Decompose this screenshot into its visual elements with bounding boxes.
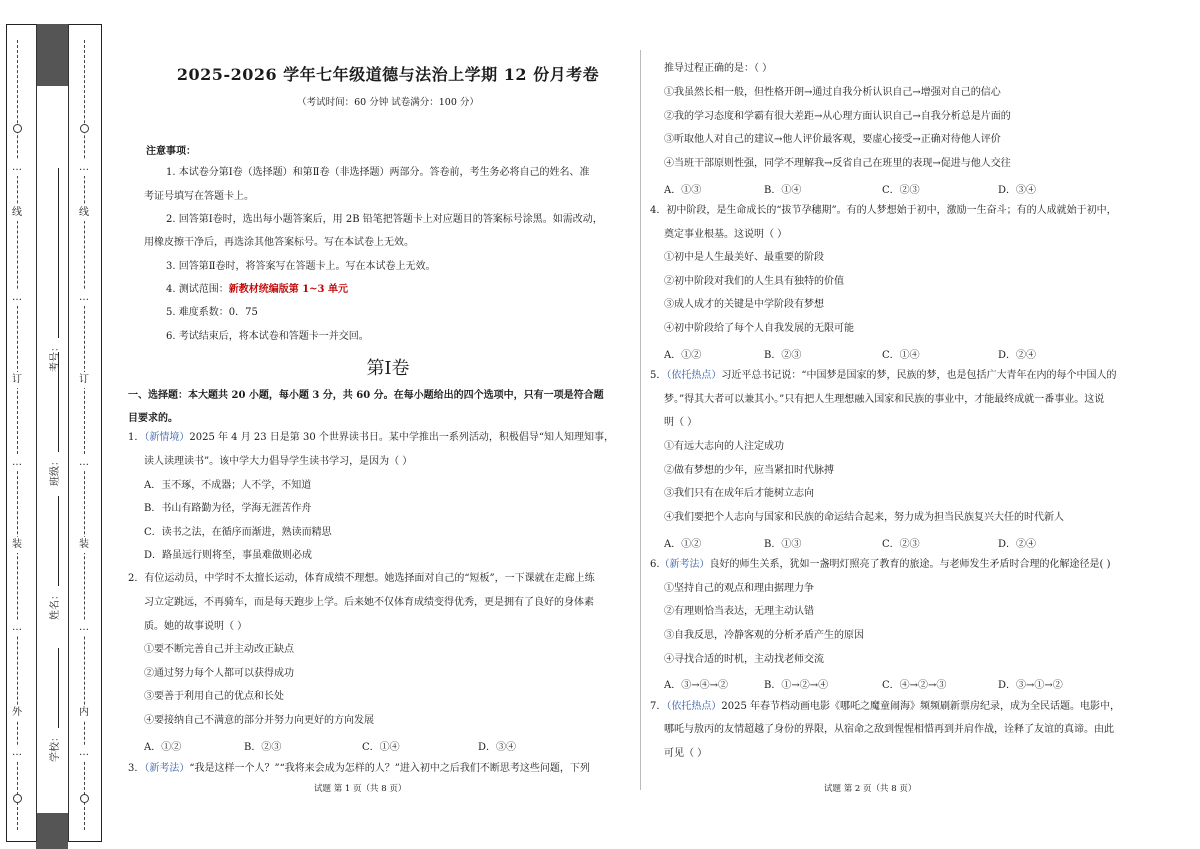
- binding-char: 订: [12, 372, 22, 388]
- exam-number-field[interactable]: [46, 168, 61, 372]
- statement: ①要不断完善自己并主动改正缺点: [144, 644, 294, 655]
- statement: ②我的学习态度和学霸有很大差距→从心理方面认识自己→自我分析总是片面的: [664, 111, 1011, 122]
- binding-line: [68, 24, 69, 842]
- option[interactable]: C．①④: [362, 742, 400, 753]
- statement: ③我们只有在成年后才能树立志向: [664, 488, 814, 499]
- question-2-line: 质。她的故事说明（ ）: [144, 621, 248, 632]
- statement: ④我们要把个人志向与国家和民族的命运结合起来，努力成为担当民族复兴大任的时代新人: [664, 512, 1064, 523]
- option[interactable]: B．①④: [764, 185, 802, 196]
- option[interactable]: C．①④: [882, 350, 920, 361]
- question-5-line: 梦。”得其大者可以兼其小。”只有把人生理想融入国家和民族的事业中，才能最终成就一番事业。这说: [664, 394, 1105, 405]
- option[interactable]: C．②③: [882, 185, 920, 196]
- binding-hole: [80, 794, 89, 803]
- binding-char: …: [79, 620, 89, 636]
- statement: ④初中阶段给了每个人自我发展的无限可能: [664, 323, 854, 334]
- statement: ①有远大志向的人注定成功: [664, 441, 784, 452]
- question-tag: （依托热点）: [666, 701, 722, 712]
- question-3: 3．（新考法）“我是这样一个人？”“我将来会成为怎样的人？”进入初中之后我们不断思考这些问题，下列: [128, 763, 590, 774]
- binding-bar-bottom: [36, 813, 68, 849]
- class-field[interactable]: [46, 352, 61, 486]
- question-tag: （新考法）: [144, 763, 190, 774]
- name-label: 姓名：: [50, 590, 61, 620]
- option[interactable]: D．③④: [998, 185, 1037, 196]
- option[interactable]: A．①②: [664, 350, 702, 361]
- part-heading: 第Ⅰ卷: [366, 358, 410, 379]
- binding-char: 装: [12, 537, 22, 553]
- option[interactable]: A．①②: [664, 539, 702, 550]
- statement: ②初中阶段对我们的人生具有独特的价值: [664, 276, 844, 287]
- notice-heading: 注意事项：: [146, 146, 196, 157]
- question-1: 1．（新情境）2025 年 4 月 23 日是第 30 个世界读书日。某中学推出一系列活动，积极倡导“知人知理知事，: [128, 432, 614, 443]
- school-label: 学校：: [50, 732, 61, 762]
- exam-title: 2025-2026 学年七年级道德与法治上学期 12 份月考卷: [176, 65, 600, 84]
- statement: ②有理则恰当表达，无理主动认错: [664, 606, 814, 617]
- statement: ②通过努力每个人都可以获得成功: [144, 668, 294, 679]
- options-row: [144, 738, 538, 753]
- binding-char: 线: [12, 205, 22, 221]
- option[interactable]: C．④→②→③: [882, 680, 947, 691]
- name-field[interactable]: [46, 496, 61, 620]
- question-6: 6.（新考法）良好的师生关系，犹如一盏明灯照亮了教育的旅途。与老师发生矛盾时合理的化解途径是( ): [650, 559, 1111, 570]
- column-divider: [640, 50, 641, 790]
- notice-item: 用橡皮擦干净后，再选涂其他答案标号。写在本试卷上无效。: [144, 237, 414, 248]
- binding-char: 订: [79, 372, 89, 388]
- page-footer-right: 试题 第 2 页（共 8 页）: [824, 784, 917, 794]
- question-7-line: 可见（ ）: [664, 748, 708, 759]
- option[interactable]: B．书山有路勤为径，学海无涯苦作舟: [144, 503, 312, 514]
- options-row: [664, 676, 1078, 691]
- page-footer-left: 试题 第 1 页（共 8 页）: [314, 784, 407, 794]
- binding-char: 线: [79, 205, 89, 221]
- option[interactable]: C．②③: [882, 539, 920, 550]
- binding-hole: [13, 124, 22, 133]
- question-4-line: 奠定事业根基。这说明（ ）: [664, 229, 788, 240]
- option[interactable]: B．②③: [244, 742, 282, 753]
- test-scope: 新教材统编版第 1~3 单元: [228, 284, 348, 295]
- option[interactable]: A．玉不琢，不成器；人不学，不知道: [144, 480, 312, 491]
- statement: ③听取他人对自己的建议→他人评价最客观，要虚心接受→正确对待他人评价: [664, 134, 1001, 145]
- question-tag: （新情境）: [144, 432, 190, 443]
- question-tag: （依托热点）: [666, 370, 722, 381]
- binding-hole: [13, 794, 22, 803]
- option[interactable]: B．②③: [764, 350, 802, 361]
- statement: ④要接纳自己不满意的部分并努力向更好的方向发展: [144, 715, 374, 726]
- school-field[interactable]: [46, 648, 61, 762]
- exam-number-label: 考号：: [50, 342, 61, 372]
- notice-item: 1. 本试卷分第Ⅰ卷（选择题）和第Ⅱ卷（非选择题）两部分。答卷前，考生务必将自己的姓名、准: [166, 167, 590, 178]
- question-4: 4．初中阶段，是生命成长的“拔节孕穗期”。有的人梦想始于初中，激励一生奋斗；有的人成就始于初中，: [650, 205, 1117, 216]
- option[interactable]: D．②④: [998, 350, 1037, 361]
- options-row: [664, 346, 1058, 361]
- question-1-line: 读人读理读书”。该中学大力倡导学生读书学习，是因为（ ）: [144, 456, 413, 467]
- notice-item: 2. 回答第Ⅰ卷时，选出每小题答案后，用 2B 铅笔把答题卡上对应题目的答案标号涂黑。如需改动，: [166, 214, 603, 225]
- question-5-line: 明（ ）: [664, 417, 698, 428]
- option[interactable]: B．①③: [764, 539, 802, 550]
- binding-char: …: [12, 620, 22, 636]
- notice-item: 5. 难度系数：0．75: [166, 307, 258, 318]
- statement: ③成人成才的关键是中学阶段有梦想: [664, 299, 824, 310]
- question-tag: （新考法）: [659, 559, 710, 570]
- notice-item: 6. 考试结束后，将本试卷和答题卡一并交回。: [166, 331, 369, 342]
- option[interactable]: D．③→①→②: [998, 680, 1063, 691]
- binding-char: …: [12, 745, 22, 761]
- question-2: 2．有位运动员，中学时不太擅长运动，体育成绩不理想。她选择面对自己的“短板”，一下课就在走廊上练: [128, 573, 595, 584]
- statement: ④寻找合适的时机，主动找老师交流: [664, 654, 824, 665]
- options-row: [664, 535, 1058, 550]
- question-2-line: 习立定跳远，不再骑车，而是每天跑步上学。后来她不仅体育成绩变得优秀，更是拥有了良好的身体素: [144, 597, 594, 608]
- options-row: [664, 181, 1058, 196]
- binding-char: 装: [79, 537, 89, 553]
- statement: ③自我反思，冷静客观的分析矛盾产生的原因: [664, 630, 864, 641]
- option[interactable]: D．②④: [998, 539, 1037, 550]
- binding-char: 内: [79, 705, 89, 721]
- statement: ①坚持自己的观点和理由据理力争: [664, 583, 814, 594]
- option[interactable]: D．路虽远行则将至，事虽难做则必成: [144, 550, 313, 561]
- option[interactable]: A．①②: [144, 742, 182, 753]
- statement: ②做有梦想的少年，应当紧扣时代脉搏: [664, 465, 834, 476]
- option[interactable]: A．①③: [664, 185, 702, 196]
- class-label: 班级：: [50, 456, 61, 486]
- question-5: 5．（依托热点）习近平总书记说：“中国梦是国家的梦，民族的梦，也是包括广大青年在内的每个中国人的: [650, 370, 1117, 381]
- binding-char: 外: [12, 705, 22, 721]
- question-3-line: 推导过程正确的是：（ ）: [664, 63, 773, 74]
- binding-char: …: [79, 455, 89, 471]
- statement: ④当班干部原则性强，同学不理解我→反省自己在班里的表现→促进与他人交往: [664, 158, 1011, 169]
- statement: ③要善于利用自己的优点和长处: [144, 691, 284, 702]
- notice-item: 3. 回答第Ⅱ卷时，将答案写在答题卡上。写在本试卷上无效。: [166, 261, 436, 272]
- option[interactable]: D．③④: [478, 742, 517, 753]
- section-heading: 一、选择题：本大题共 20 小题，每小题 3 分，共 60 分。在每小题给出的四个选项中，只有一项是符合题 目要求的。: [128, 390, 604, 424]
- exam-subtitle: （考试时间：60 分钟 试卷满分：100 分）: [297, 97, 479, 108]
- binding-char: …: [12, 455, 22, 471]
- binding-char: …: [12, 160, 22, 176]
- statement: ①初中是人生最美好、最重要的阶段: [664, 252, 824, 263]
- binding-hole: [80, 124, 89, 133]
- binding-char: …: [12, 290, 22, 306]
- question-7: 7．（依托热点）2025 年春节档动画电影《哪吒之魔童闹海》频频刷新票房纪录，成为全民话题。电影中，: [650, 701, 1121, 712]
- binding-line: [36, 24, 37, 842]
- option[interactable]: C．读书之法，在循序而渐进，熟读而精思: [144, 527, 332, 538]
- notice-item: 4. 测试范围：新教材统编版第 1~3 单元: [166, 284, 348, 295]
- statement: ①我虽然长相一般，但性格开朗→通过自我分析认识自己→增强对自己的信心: [664, 87, 1001, 98]
- binding-char: …: [79, 745, 89, 761]
- option[interactable]: A．③→④→②: [664, 680, 728, 691]
- binding-strip: [0, 0, 112, 849]
- question-7-line: 哪吒与敖丙的友情超越了身份的界限，从宿命之敌到惺惺相惜再到并肩作战，诠释了友谊的真谛。由此: [664, 724, 1114, 735]
- binding-char: …: [79, 160, 89, 176]
- option[interactable]: B．①→②→④: [764, 680, 829, 691]
- binding-char: …: [79, 290, 89, 306]
- notice-item: 考证号填写在答题卡上。: [144, 191, 254, 202]
- binding-bar-top: [36, 24, 68, 86]
